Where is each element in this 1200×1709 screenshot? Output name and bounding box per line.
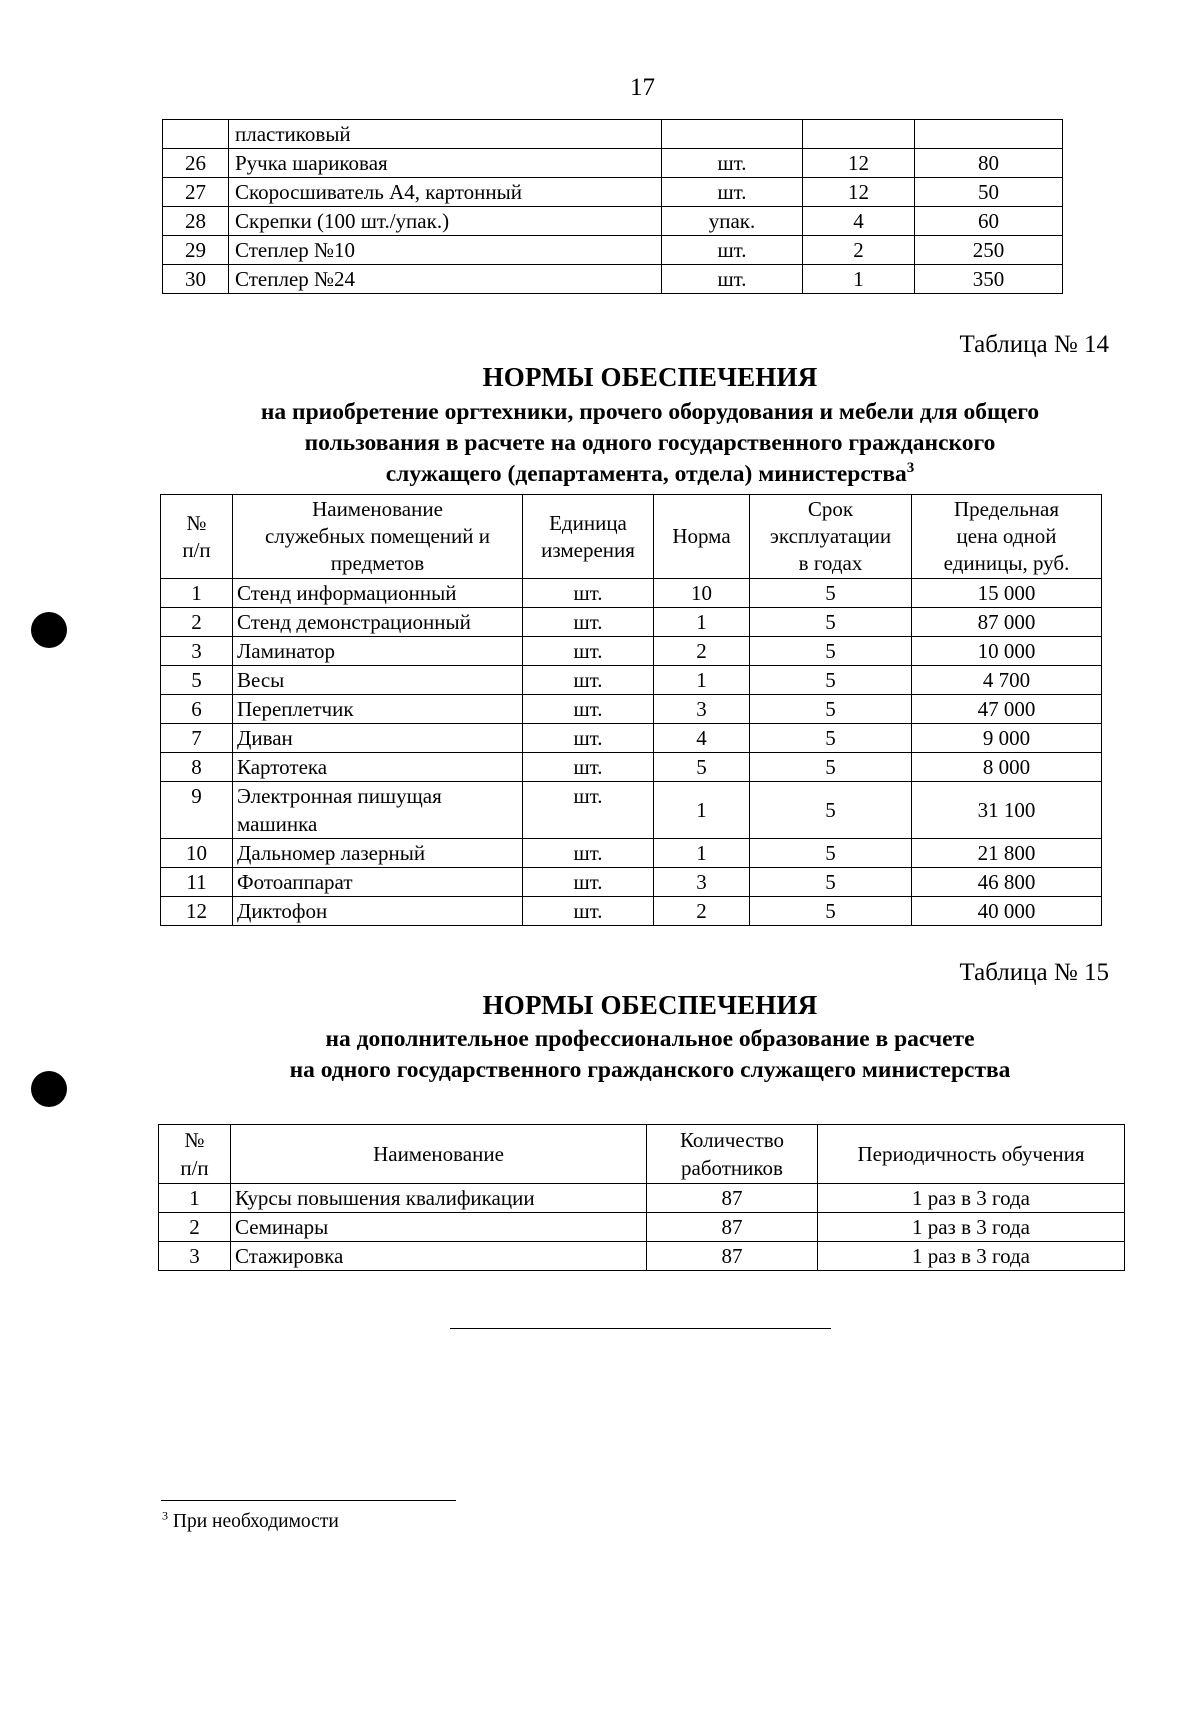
cell-count: 87 [647,1213,818,1242]
table-row [159,1242,1125,1271]
cell-name: Стенд информационный [233,579,523,608]
table-row [163,149,1063,178]
table-row [161,897,1102,926]
cell-unit: шт. [662,265,803,294]
cell-unit: шт. [662,236,803,265]
cell-price: 31 100 [912,782,1102,839]
cell-price [915,120,1063,149]
cell-name: Фотоаппарат [233,868,523,897]
cell-unit: шт. [523,666,654,695]
cell-unit: упак. [662,207,803,236]
table-row [163,178,1063,207]
cell-number: 6 [161,695,233,724]
cell-price: 15 000 [912,579,1102,608]
equipment-norms-table [160,494,1102,926]
training-norms-table [158,1124,1125,1271]
cell-price: 10 000 [912,637,1102,666]
cell-number: 3 [161,637,233,666]
cell-quantity: 12 [803,149,915,178]
cell-number: 28 [163,207,229,236]
footnote [162,1508,339,1533]
cell-name: Степлер №10 [229,236,662,265]
cell-name: Весы [233,666,523,695]
cell-norm: 2 [654,637,750,666]
table-row [161,579,1102,608]
cell-norm: 1 [654,666,750,695]
cell-name: Диван [233,724,523,753]
cell-term: 5 [750,666,912,695]
table-14-subtitle-line-3-text: служащего (департамента, отдела) министерства [385,461,907,487]
cell-price: 8 000 [912,753,1102,782]
cell-name: Ламинатор [233,637,523,666]
cell-number: 26 [163,149,229,178]
cell-price: 80 [915,149,1063,178]
cell-name: Скоросшиватель А4, картонный [229,178,662,207]
cell-norm: 10 [654,579,750,608]
cell-period: 1 раз в 3 года [818,1184,1125,1213]
cell-number [163,120,229,149]
header-number: № п/п [159,1125,231,1184]
table-14-subtitle-line-3 [0,459,1200,490]
cell-number: 8 [161,753,233,782]
cell-norm: 4 [654,724,750,753]
cell-price: 250 [915,236,1063,265]
cell-unit: шт. [523,868,654,897]
cell-norm: 5 [654,753,750,782]
header-name: Наименование служебных помещений и предметов [233,495,523,579]
table-row [161,782,1102,839]
cell-norm: 3 [654,695,750,724]
cell-count: 87 [647,1242,818,1271]
cell-number: 2 [159,1213,231,1242]
footnote-mark: 3 [162,1508,168,1523]
cell-name-line: машинка [237,812,318,836]
cell-norm: 2 [654,897,750,926]
table-row [163,207,1063,236]
cell-number: 27 [163,178,229,207]
table-14-subtitle-line-1: на приобретение оргтехники, прочего оборудования и мебели для общего [260,399,1040,425]
cell-number: 9 [161,782,233,839]
header-term: Срок эксплуатации в годах [750,495,912,579]
header-unit: Единица измерения [523,495,654,579]
cell-unit: шт. [523,637,654,666]
cell-unit: шт. [523,695,654,724]
cell-name: Курсы повышения квалификации [231,1184,647,1213]
cell-unit: шт. [523,753,654,782]
cell-unit [662,120,803,149]
cell-term: 5 [750,753,912,782]
header-norm: Норма [654,495,750,579]
footnote-text: При необходимости [172,1511,339,1532]
header-period: Периодичность обучения [818,1125,1125,1184]
cell-unit: шт. [523,897,654,926]
cell-name [233,782,523,839]
cell-term: 5 [750,637,912,666]
cell-price: 46 800 [912,868,1102,897]
cell-unit: шт. [523,839,654,868]
table-row [163,120,1063,149]
cell-count: 87 [647,1184,818,1213]
continued-supplies-table [162,119,1063,294]
cell-number: 12 [161,897,233,926]
cell-price: 9 000 [912,724,1102,753]
table-15-label: Таблица № 15 [959,959,1109,986]
table-14-label: Таблица № 14 [959,331,1109,358]
cell-term: 5 [750,839,912,868]
header-count: Количество работников [647,1125,818,1184]
cell-name: Переплетчик [233,695,523,724]
cell-name: Диктофон [233,897,523,926]
cell-quantity [803,120,915,149]
cell-number: 10 [161,839,233,868]
table-row [163,236,1063,265]
table-row [161,839,1102,868]
cell-number: 11 [161,868,233,897]
cell-number: 7 [161,724,233,753]
cell-number: 30 [163,265,229,294]
table-row [159,1184,1125,1213]
table-row [161,608,1102,637]
cell-unit: шт. [523,724,654,753]
header-name: Наименование [231,1125,647,1184]
cell-term: 5 [750,724,912,753]
table-15-subtitle-line-2: на одного государственного гражданского служащего министерства [289,1057,1011,1083]
cell-unit: шт. [662,149,803,178]
cell-norm: 1 [654,608,750,637]
header-number: № п/п [161,495,233,579]
cell-unit: шт. [523,608,654,637]
table-row [159,1213,1125,1242]
cell-price: 40 000 [912,897,1102,926]
cell-price: 87 000 [912,608,1102,637]
cell-name: Дальномер лазерный [233,839,523,868]
cell-quantity: 12 [803,178,915,207]
cell-term: 5 [750,695,912,724]
table-row [161,637,1102,666]
cell-term: 5 [750,897,912,926]
table-14-heading: НОРМЫ ОБЕСПЕЧЕНИЯ [482,362,818,392]
table-15-subtitle-line-1: на дополнительное профессиональное образование в расчете [325,1026,975,1052]
cell-number: 2 [161,608,233,637]
table-15-heading: НОРМЫ ОБЕСПЕЧЕНИЯ [482,990,818,1020]
cell-name: Стенд демонстрационный [233,608,523,637]
punch-hole [31,612,67,648]
cell-norm: 1 [654,839,750,868]
table-row [163,265,1063,294]
header-price: Предельная цена одной единицы, руб. [912,495,1102,579]
cell-norm: 1 [654,782,750,839]
cell-quantity: 1 [803,265,915,294]
cell-price: 47 000 [912,695,1102,724]
cell-name: Стажировка [231,1242,647,1271]
cell-norm: 3 [654,868,750,897]
punch-hole [31,1071,67,1107]
page-number: 17 [630,74,655,101]
cell-price: 4 700 [912,666,1102,695]
end-divider [450,1328,831,1329]
cell-term: 5 [750,579,912,608]
table-row [161,724,1102,753]
cell-unit: шт. [523,782,654,839]
footnote-reference: 3 [906,460,915,477]
cell-number: 3 [159,1242,231,1271]
table-header-row [161,495,1102,579]
cell-name: Степлер №24 [229,265,662,294]
cell-name: пластиковый [229,120,662,149]
table-row [161,695,1102,724]
cell-unit: шт. [662,178,803,207]
cell-price: 21 800 [912,839,1102,868]
table-row [161,666,1102,695]
table-row [161,868,1102,897]
cell-name: Семинары [231,1213,647,1242]
cell-name: Скрепки (100 шт./упак.) [229,207,662,236]
cell-period: 1 раз в 3 года [818,1242,1125,1271]
cell-period: 1 раз в 3 года [818,1213,1125,1242]
cell-number: 1 [159,1184,231,1213]
cell-unit: шт. [523,579,654,608]
cell-quantity: 2 [803,236,915,265]
table-row [161,753,1102,782]
cell-term: 5 [750,782,912,839]
table-header-row [159,1125,1125,1184]
cell-term: 5 [750,608,912,637]
cell-name: Картотека [233,753,523,782]
cell-name-line: Электронная пишущая [237,784,442,808]
cell-quantity: 4 [803,207,915,236]
cell-name: Ручка шариковая [229,149,662,178]
cell-price: 50 [915,178,1063,207]
table-14-subtitle-line-2: пользования в расчете на одного государственного гражданского [304,430,996,456]
footnote-divider [161,1500,456,1501]
cell-number: 29 [163,236,229,265]
cell-price: 350 [915,265,1063,294]
cell-term: 5 [750,868,912,897]
cell-number: 1 [161,579,233,608]
cell-price: 60 [915,207,1063,236]
cell-number: 5 [161,666,233,695]
